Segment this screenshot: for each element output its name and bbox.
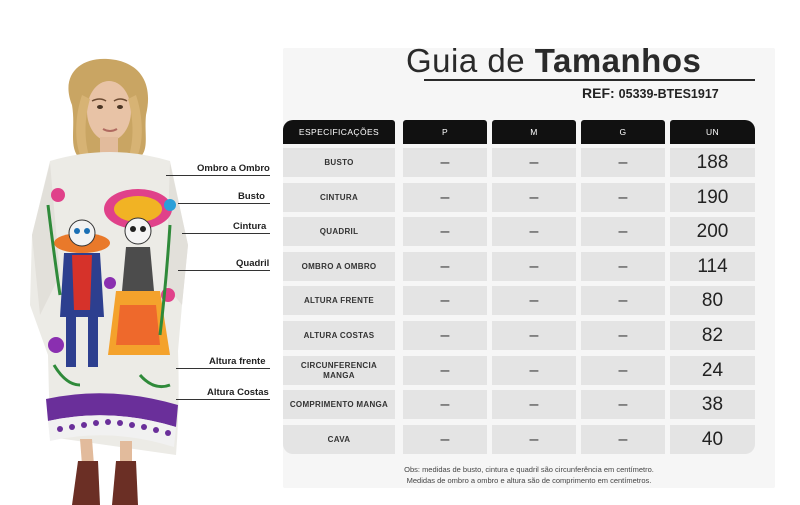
cell-p: –	[403, 356, 487, 385]
cell-g: –	[581, 356, 665, 385]
cell-p: –	[403, 390, 487, 419]
cell-un: 40	[670, 425, 755, 454]
cell-p: –	[403, 217, 487, 246]
cell-m: –	[492, 252, 576, 281]
title-light: Guia de	[406, 42, 526, 79]
cell-p: –	[403, 183, 487, 212]
line-altura-costas	[176, 399, 270, 400]
cell-m: –	[492, 286, 576, 315]
header-m: M	[492, 120, 576, 144]
reference-code	[582, 85, 719, 101]
cell-m: –	[492, 356, 576, 385]
cell-g: –	[581, 286, 665, 315]
cell-g: –	[581, 148, 665, 177]
label-ombro-a-ombro: Ombro a Ombro	[197, 163, 270, 174]
cell-m: –	[492, 217, 576, 246]
cell-spec: COMPRIMENTO MANGA	[283, 390, 395, 419]
cell-un: 80	[670, 286, 755, 315]
cell-un: 24	[670, 356, 755, 385]
cell-g: –	[581, 217, 665, 246]
line-cintura	[182, 233, 270, 234]
header-especificacoes: ESPECIFICAÇÕES	[283, 120, 395, 144]
ref-label: REF:	[582, 85, 615, 101]
cell-m: –	[492, 321, 576, 350]
cell-m: –	[492, 390, 576, 419]
title-bold: Tamanhos	[534, 42, 702, 79]
title-underline	[424, 79, 755, 81]
cell-un: 38	[670, 390, 755, 419]
header-g: G	[581, 120, 665, 144]
line-quadril	[178, 270, 270, 271]
cell-g: –	[581, 425, 665, 454]
cell-spec: OMBRO A OMBRO	[283, 252, 395, 281]
cell-g: –	[581, 321, 665, 350]
cell-un: 188	[670, 148, 755, 177]
note-line-2: Medidas de ombro a ombro e altura são de comprimento em centímetros.	[406, 476, 652, 485]
label-busto: Busto	[238, 191, 265, 202]
measurement-note	[283, 464, 775, 486]
label-cintura: Cintura	[233, 221, 267, 232]
cell-p: –	[403, 148, 487, 177]
note-line-1: Obs: medidas de busto, cintura e quadril são circunferência em centímetro.	[404, 465, 654, 474]
cell-p: –	[403, 321, 487, 350]
cell-m: –	[492, 183, 576, 212]
cell-g: –	[581, 183, 665, 212]
cell-un: 82	[670, 321, 755, 350]
page-title	[406, 42, 701, 80]
label-altura-frente: Altura frente	[209, 356, 266, 367]
line-busto	[178, 203, 270, 204]
cell-spec: ALTURA COSTAS	[283, 321, 395, 350]
cell-spec: CIRCUNFERENCIA MANGA	[283, 356, 395, 385]
header-un: UN	[670, 120, 755, 144]
cell-spec: QUADRIL	[283, 217, 395, 246]
cell-un: 190	[670, 183, 755, 212]
ref-value: 05339-BTES1917	[618, 87, 719, 101]
cell-p: –	[403, 425, 487, 454]
cell-g: –	[581, 390, 665, 419]
cell-m: –	[492, 148, 576, 177]
model-photo	[20, 55, 200, 505]
cell-spec: ALTURA FRENTE	[283, 286, 395, 315]
header-p: P	[403, 120, 487, 144]
cell-p: –	[403, 252, 487, 281]
cell-g: –	[581, 252, 665, 281]
label-altura-costas: Altura Costas	[207, 387, 269, 398]
cell-un: 200	[670, 217, 755, 246]
cell-spec: CINTURA	[283, 183, 395, 212]
label-quadril: Quadril	[236, 258, 270, 269]
cell-p: –	[403, 286, 487, 315]
cell-spec: BUSTO	[283, 148, 395, 177]
line-ombro-a-ombro	[166, 175, 270, 176]
line-altura-frente	[176, 368, 270, 369]
cell-spec: CAVA	[283, 425, 395, 454]
cell-m: –	[492, 425, 576, 454]
cell-un: 114	[670, 252, 755, 281]
